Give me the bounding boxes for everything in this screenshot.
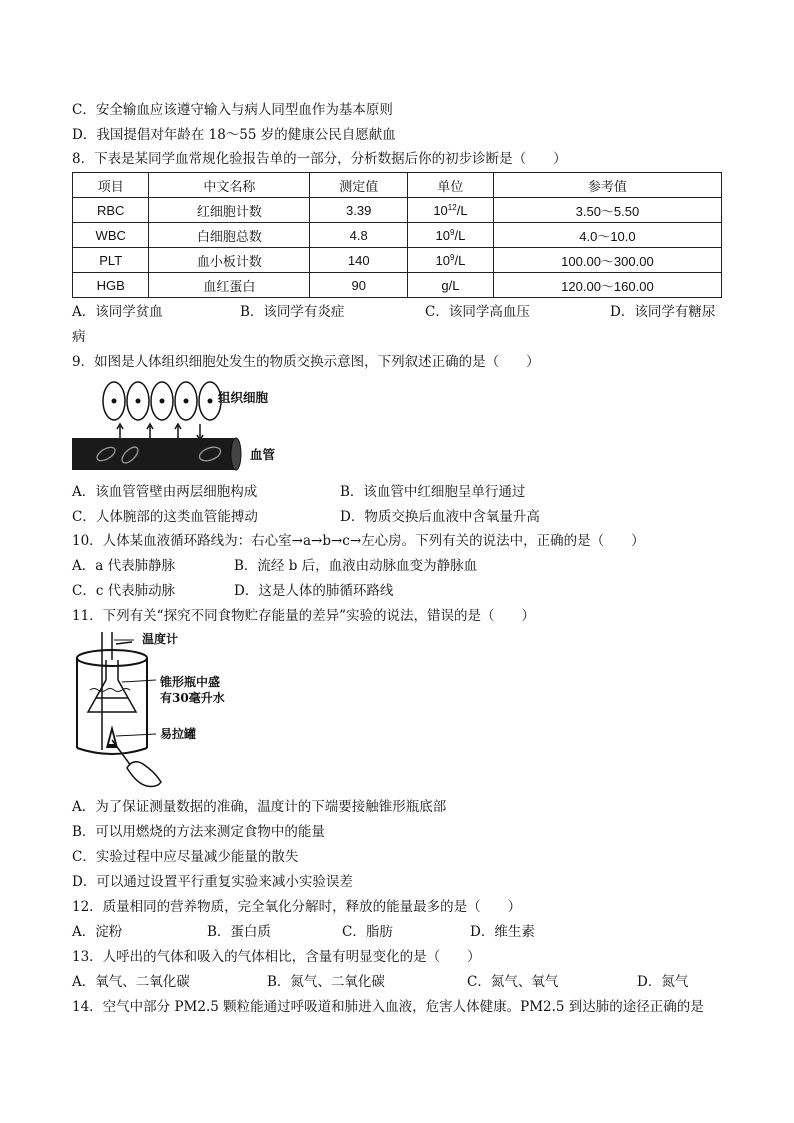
table-row	[73, 198, 722, 223]
q7-option-c: C．安全输血应该遵守输入与病人同型血作为基本原则	[72, 102, 393, 118]
table-row	[73, 223, 722, 248]
q9-options-row1	[72, 482, 722, 502]
q14-stem: 14．空气中部分 PM2.5 颗粒能通过呼吸道和肺进入血液，危害人体健康。PM2.5 到达肺的途径正确的是	[72, 999, 704, 1015]
cell-value: 4.8	[310, 223, 408, 248]
label-flask: 锥形瓶中盛 有30毫升水	[160, 675, 225, 705]
q12-option-d: D．维生素	[470, 924, 535, 940]
label-can: 易拉罐	[160, 727, 197, 741]
header-unit: 单位	[408, 173, 494, 198]
cell-name: 血小板计数	[149, 248, 310, 273]
q13-option-d: D．氮气	[637, 974, 689, 990]
cell-value: 3.39	[310, 198, 408, 223]
cell-ref: 4.0～10.0	[493, 223, 721, 248]
cell-value: 90	[310, 273, 408, 298]
q13-option-c: C．氮气、氧气	[467, 974, 559, 990]
q8-options	[72, 302, 722, 322]
header-item: 项目	[73, 173, 149, 198]
q12-option-b: B．蛋白质	[207, 924, 271, 940]
q8-stem: 8．下表是某同学血常规化验报告单的一部分，分析数据后你的初步诊断是（ ）	[72, 151, 567, 167]
cell-unit: g/L	[408, 273, 494, 298]
cell-item: RBC	[73, 198, 149, 223]
q10-option-d: D．这是人体的肺循环路线	[234, 583, 394, 599]
q11-option-c: C．实验过程中应尽量减少能量的散失	[72, 849, 299, 865]
q10-options-row2	[72, 581, 722, 601]
cell-ref: 120.00～160.00	[493, 273, 721, 298]
calorimeter-figure	[72, 630, 272, 790]
cell-unit: $10^{12}/L$	[408, 198, 494, 223]
cell-unit: $10^9/L$	[408, 223, 494, 248]
cell-item: PLT	[73, 248, 149, 273]
cell-value: 140	[310, 248, 408, 273]
q9-option-b: B．该血管中红细胞呈单行通过	[340, 484, 526, 500]
q10-options-row1	[72, 556, 722, 576]
table-row	[73, 273, 722, 298]
conical-flask	[88, 660, 136, 712]
q12-options	[72, 922, 722, 942]
exchange-arrows	[117, 424, 203, 440]
q11-option-b: B．可以用燃烧的方法来测定食物中的能量	[72, 824, 325, 840]
q11-option-d: D．可以通过设置平行重复实验来减小实验误差	[72, 874, 353, 890]
cell-item: HGB	[73, 273, 149, 298]
q13-option-a: A．氧气、二氧化碳	[72, 974, 190, 990]
q12-option-a: A．淀粉	[72, 924, 123, 940]
header-ref: 参考值	[493, 173, 721, 198]
cell-ref: 100.00～300.00	[493, 248, 721, 273]
cell-unit: $10^9/L$	[408, 248, 494, 273]
header-value: 测定值	[310, 173, 408, 198]
q12-stem: 12．质量相同的营养物质，完全氧化分解时，释放的能量最多的是（ ）	[72, 899, 522, 915]
cell-name: 白细胞总数	[149, 223, 310, 248]
q8-option-c: C．该同学高血压	[425, 304, 530, 320]
q9-option-d: D．物质交换后血液中含氧量升高	[340, 509, 540, 525]
q8-option-d-continued: 病	[72, 329, 86, 345]
q11-stem: 11．下列有关“探究不同食物贮存能量的差异”实验的说法，错误的是（ ）	[72, 608, 535, 624]
cell-name: 红细胞计数	[149, 198, 310, 223]
q13-options	[72, 972, 722, 992]
table-header-row	[73, 173, 722, 198]
q13-stem: 13．人呼出的气体和吸入的气体相比，含量有明显变化的是（ ）	[72, 949, 481, 965]
q9-stem: 9．如图是人体组织细胞处发生的物质交换示意图，下列叙述正确的是（ ）	[72, 354, 540, 370]
cell-name: 血红蛋白	[149, 273, 310, 298]
q9-option-a: A．该血管管壁由两层细胞构成	[72, 484, 258, 500]
blood-vessel	[72, 438, 236, 470]
cell-item: WBC	[73, 223, 149, 248]
q9-options-row2	[72, 507, 722, 527]
q11-option-a: A．为了保证测量数据的准确，温度计的下端要接触锥形瓶底部	[72, 799, 447, 815]
q10-stem: 10．人体某血液循环路线为：右心室→a→b→c→左心房。下列有关的说法中，正确的是（ ）	[72, 533, 645, 549]
blood-report-table	[72, 172, 722, 298]
q12-option-c: C．脂肪	[342, 924, 393, 940]
table-row	[73, 248, 722, 273]
q10-option-c: C．c 代表肺动脉	[72, 583, 176, 599]
cell-ref: 3.50～5.50	[493, 198, 721, 223]
q8-option-a: A．该同学贫血	[72, 304, 163, 320]
header-name: 中文名称	[149, 173, 310, 198]
q9-option-c: C．人体腕部的这类血管能搏动	[72, 509, 258, 525]
q8-option-b: B．该同学有炎症	[240, 304, 345, 320]
hand-icon	[127, 762, 161, 787]
label-thermometer: 温度计	[142, 632, 179, 646]
q8-option-d: D．该同学有糖尿	[610, 304, 716, 320]
q13-option-b: B．氮气、二氧化碳	[267, 974, 385, 990]
q7-option-d: D．我国提倡对年龄在 18～55 岁的健康公民自愿献血	[72, 127, 396, 143]
q10-option-a: A．a 代表肺静脉	[72, 558, 176, 574]
q10-option-b: B．流经 b 后，血液由动脉血变为静脉血	[234, 558, 478, 574]
label-tissue-cells: 组织细胞	[218, 390, 269, 405]
label-blood-vessel: 血管	[250, 447, 276, 462]
